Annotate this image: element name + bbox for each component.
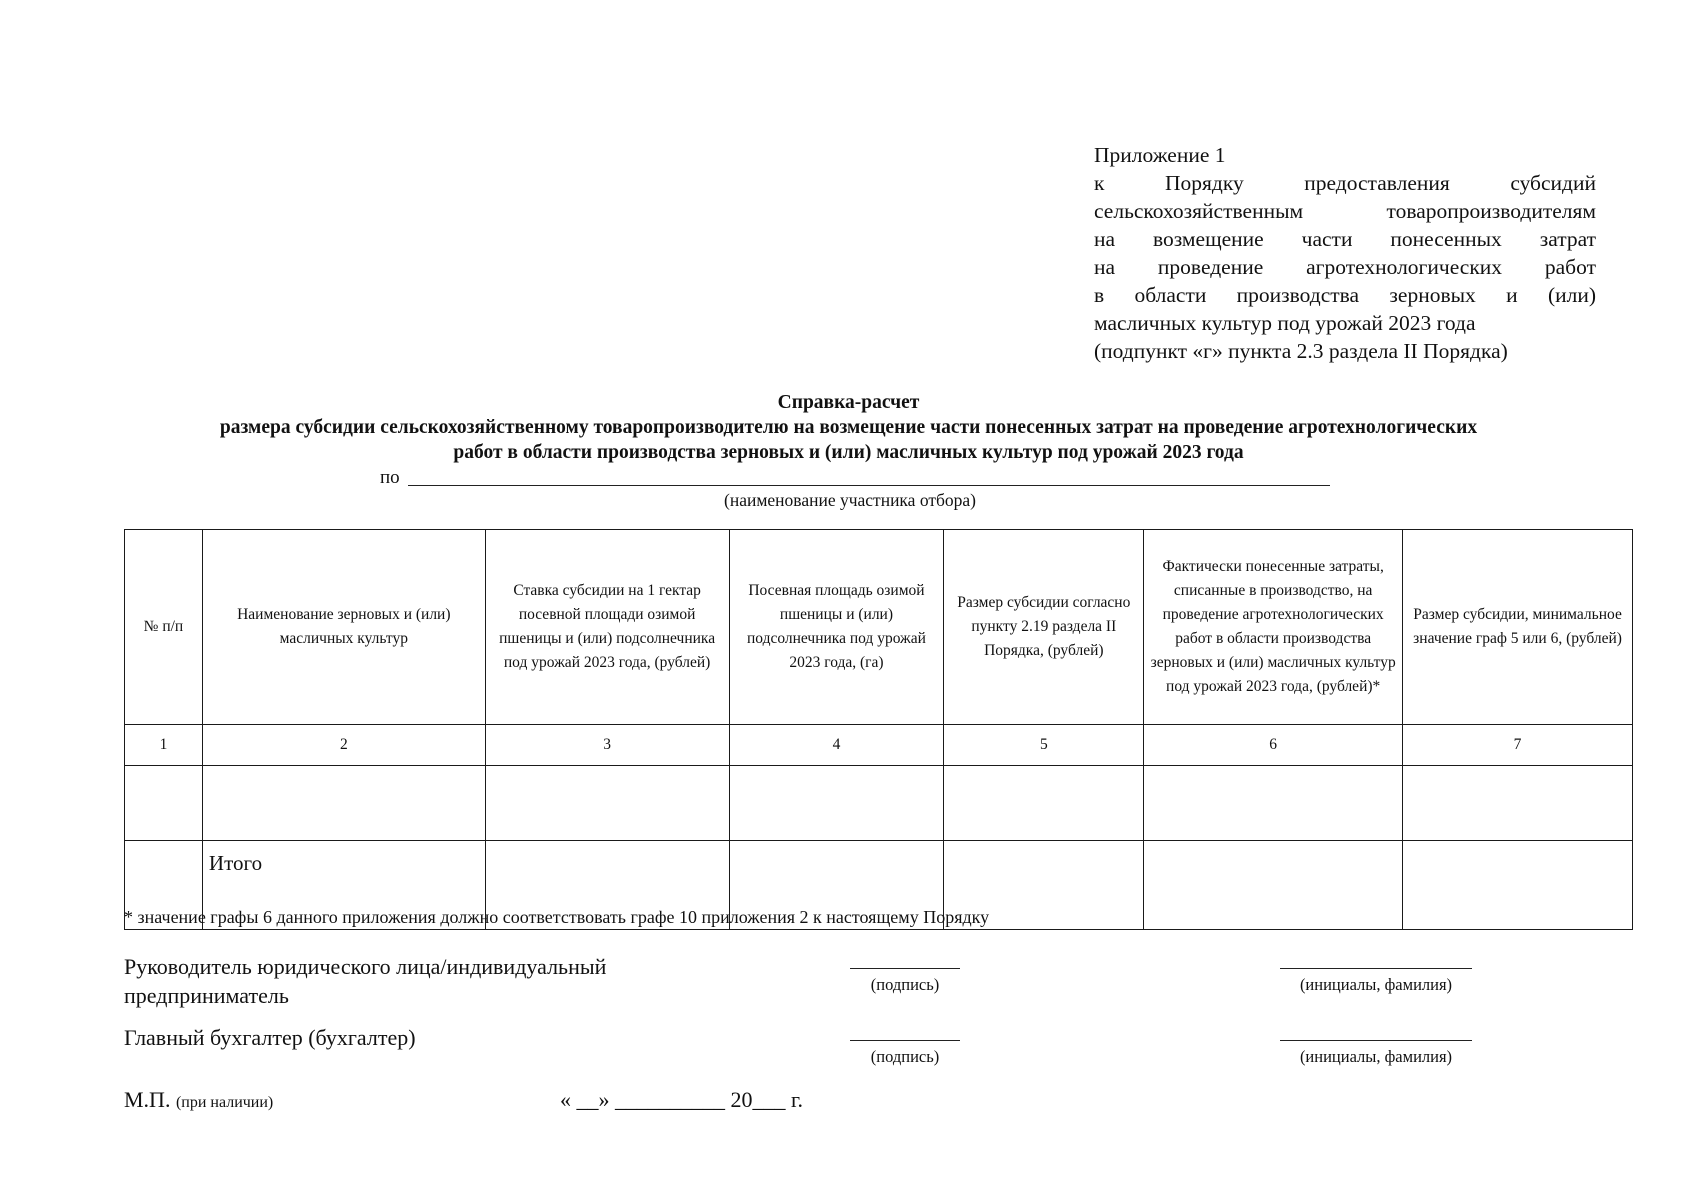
table-row <box>125 766 1633 841</box>
head-title-line-1: Руководитель юридического лица/индивидуальный <box>124 954 607 979</box>
participant-name-field[interactable] <box>408 485 1330 486</box>
head-signature-field[interactable] <box>850 968 960 969</box>
head-title-line-2: предприниматель <box>124 983 289 1008</box>
accountant-signature-field[interactable] <box>850 1040 960 1041</box>
column-number: 1 <box>125 725 203 766</box>
participant-name-caption: (наименование участника отбора) <box>724 490 976 510</box>
title-main: Справка-расчет <box>777 392 920 413</box>
column-number: 3 <box>485 725 729 766</box>
header-cell: Посевная площадь озимой пшеницы и (или) подсолнечника под урожай 2023 года, (га) <box>729 530 944 725</box>
column-number: 5 <box>944 725 1144 766</box>
appendix-line: в области производства зерновых и (или) <box>1094 283 1596 307</box>
column-number: 7 <box>1403 725 1633 766</box>
table-cell[interactable] <box>944 766 1144 841</box>
column-number: 4 <box>729 725 944 766</box>
head-title <box>124 952 606 1010</box>
table-cell[interactable] <box>125 766 203 841</box>
date-field[interactable]: « __» __________ 20___ г. <box>560 1087 804 1112</box>
table-cell[interactable] <box>1403 766 1633 841</box>
table-cell[interactable] <box>729 766 944 841</box>
head-initials-field[interactable] <box>1280 968 1472 969</box>
column-number-row <box>125 725 1633 766</box>
appendix-line: на возмещение части понесенных затрат <box>1094 227 1596 251</box>
appendix-line: (подпункт «г» пункта 2.3 раздела II Порядка) <box>1094 339 1508 363</box>
table-cell[interactable] <box>1144 766 1403 841</box>
calculation-table <box>124 529 1633 930</box>
title-line-2: работ в области производства зерновых и (или) масличных культур под урожай 2023 года <box>453 442 1244 463</box>
seal-note: (при наличии) <box>175 1094 274 1111</box>
appendix-line: сельскохозяйственным товаропроизводителям <box>1094 199 1596 223</box>
title-line-1: размера субсидии сельскохозяйственному товаропроизводителю на возмещение части понесенных затрат на проведение агротехнологических <box>219 417 1478 438</box>
total-label: Итого <box>202 841 485 930</box>
table-cell[interactable] <box>202 766 485 841</box>
po-label: по <box>380 467 400 488</box>
header-cell: Размер субсидии, минимальное значение граф 5 или 6, (рублей) <box>1403 530 1633 725</box>
appendix-title: Приложение 1 <box>1094 143 1226 167</box>
appendix-line: масличных культур под урожай 2023 года <box>1094 311 1476 335</box>
header-cell: Размер субсидии согласно пункту 2.19 раздела II Порядка, (рублей) <box>944 530 1144 725</box>
table-cell[interactable] <box>1144 841 1403 930</box>
table-cell[interactable] <box>1403 841 1633 930</box>
appendix-line: к Порядку предоставления субсидий <box>1094 171 1596 195</box>
table-cell[interactable] <box>485 766 729 841</box>
seal-label: М.П. <box>124 1087 171 1112</box>
header-cell: Фактически понесенные затраты, списанные в производство, на проведение агротехнологических работ в области производства зерновых и (или) масличных культур под урожай 2023 года, (рублей)* <box>1144 530 1403 725</box>
accountant-title: Главный бухгалтер (бухгалтер) <box>124 1025 416 1050</box>
initials-caption: (инициалы, фамилия) <box>1299 1047 1453 1066</box>
document-title <box>0 390 1697 465</box>
seal-place <box>124 1087 273 1113</box>
signature-caption: (подпись) <box>870 1047 940 1066</box>
footnote: * значение графы 6 данного приложения должно соответствовать графе 10 приложения 2 к настоящему Порядку <box>124 907 990 927</box>
appendix-block <box>1094 141 1596 365</box>
column-number: 6 <box>1144 725 1403 766</box>
initials-caption: (инициалы, фамилия) <box>1299 975 1453 994</box>
column-number: 2 <box>202 725 485 766</box>
header-cell: № п/п <box>125 530 203 725</box>
header-cell: Наименование зерновых и (или) масличных культур <box>202 530 485 725</box>
signature-caption: (подпись) <box>870 975 940 994</box>
header-cell: Ставка субсидии на 1 гектар посевной площади озимой пшеницы и (или) подсолнечника под урожай 2023 года, (рублей) <box>485 530 729 725</box>
table-header-row <box>125 530 1633 725</box>
appendix-line: на проведение агротехнологических работ <box>1094 255 1596 279</box>
accountant-initials-field[interactable] <box>1280 1040 1472 1041</box>
